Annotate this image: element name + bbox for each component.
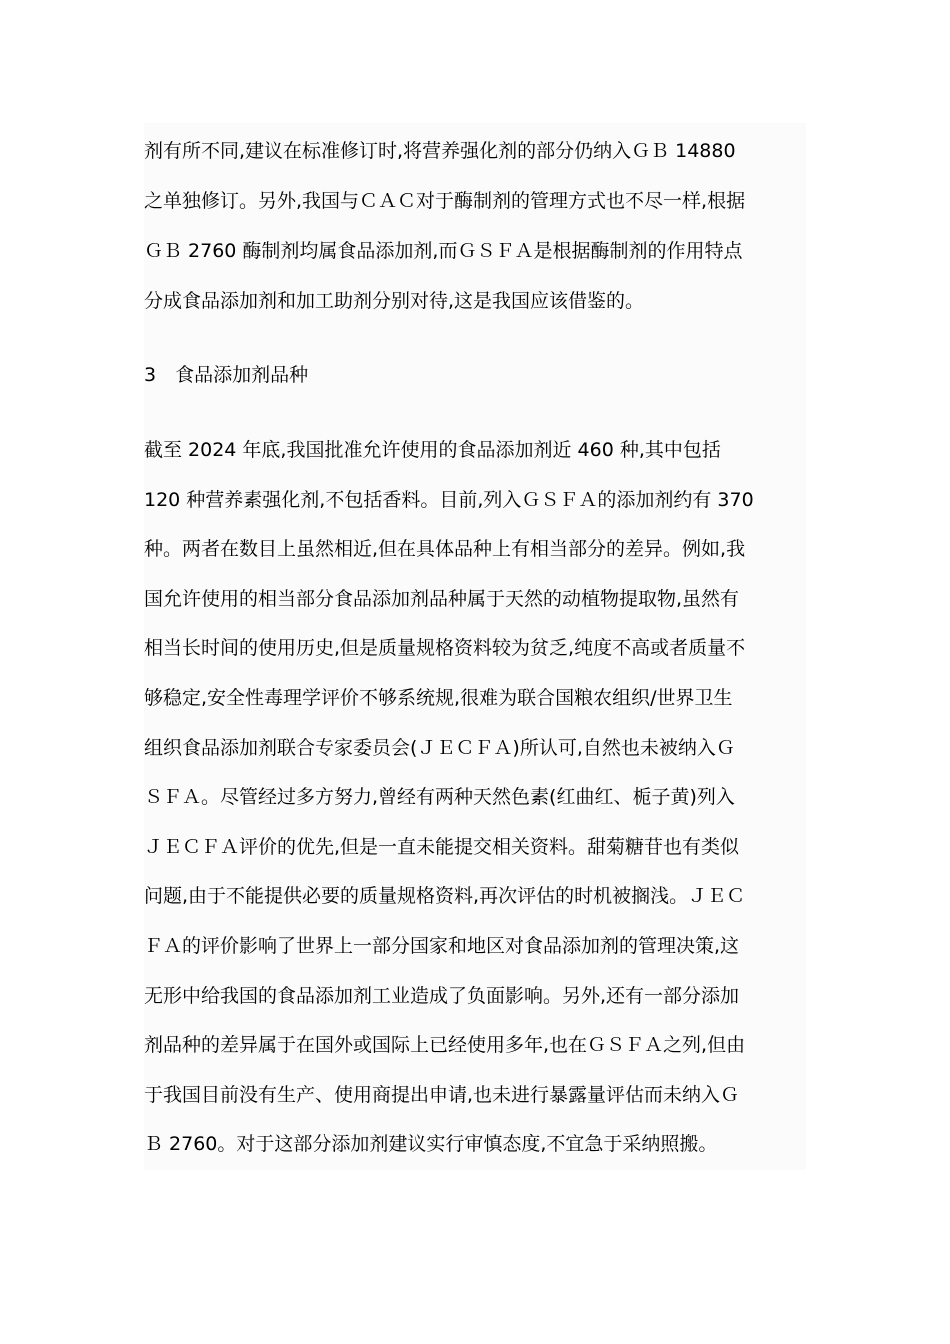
- section-heading: 3 食品添加剂品种: [144, 364, 309, 386]
- paragraph-line: 之单独修订。另外,我国与ＣＡＣ对于酶制剂的管理方式也不尽一样,根据: [144, 190, 746, 212]
- paragraph-line: ＪＥＣＦＡ评价的优先,但是一直未能提交相关资料。甜菊糖苷也有类似: [144, 836, 740, 858]
- paragraph-line: 剂有所不同,建议在标准修订时,将营养强化剂的部分仍纳入ＧＢ 14880: [144, 140, 736, 162]
- paragraph-line: 组织食品添加剂联合专家委员会(ＪＥＣＦＡ)所认可,自然也未被纳入Ｇ: [144, 737, 735, 759]
- paragraph-line: 国允许使用的相当部分食品添加剂品种属于天然的动植物提取物,虽然有: [144, 588, 740, 610]
- paragraph-line: 120 种营养素强化剂,不包括香料。目前,列入ＧＳＦＡ的添加剂约有 370: [144, 489, 754, 511]
- paragraph-line: 分成食品添加剂和加工助剂分别对待,这是我国应该借鉴的。: [144, 290, 645, 312]
- paragraph-line: 种。两者在数目上虽然相近,但在具体品种上有相当部分的差异。例如,我: [144, 538, 746, 560]
- paragraph-line: 截至 2024 年底,我国批准允许使用的食品添加剂近 460 种,其中包括: [144, 439, 721, 461]
- document-body: [144, 123, 806, 1170]
- paragraph-line: 无形中给我国的食品添加剂工业造成了负面影响。另外,还有一部分添加: [144, 985, 740, 1007]
- paragraph-line: 相当长时间的使用历史,但是质量规格资料较为贫乏,纯度不高或者质量不: [144, 637, 746, 659]
- paragraph-line: ＧＢ 2760 酶制剂均属食品添加剂,而ＧＳＦＡ是根据酶制剂的作用特点: [144, 240, 743, 262]
- paragraph-line: 问题,由于不能提供必要的质量规格资料,再次评估的时机被搁浅。ＪＥＣ: [144, 885, 746, 907]
- paragraph-line: Ｂ 2760。对于这部分添加剂建议实行审慎态度,不宜急于采纳照搬。: [144, 1133, 718, 1155]
- paragraph-line: 剂品种的差异属于在国外或国际上已经使用多年,也在ＧＳＦＡ之列,但由: [144, 1034, 746, 1056]
- paragraph-line: 于我国目前没有生产、使用商提出申请,也未进行暴露量评估而未纳入Ｇ: [144, 1084, 740, 1106]
- paragraph-line: ＦＡ的评价影响了世界上一部分国家和地区对食品添加剂的管理决策,这: [144, 935, 740, 957]
- paragraph-line: 够稳定,安全性毒理学评价不够系统规,很难为联合国粮农组织/世界卫生: [144, 687, 733, 709]
- paragraph-line: ＳＦＡ。尽管经过多方努力,曾经有两种天然色素(红曲红、栀子黄)列入: [144, 786, 735, 808]
